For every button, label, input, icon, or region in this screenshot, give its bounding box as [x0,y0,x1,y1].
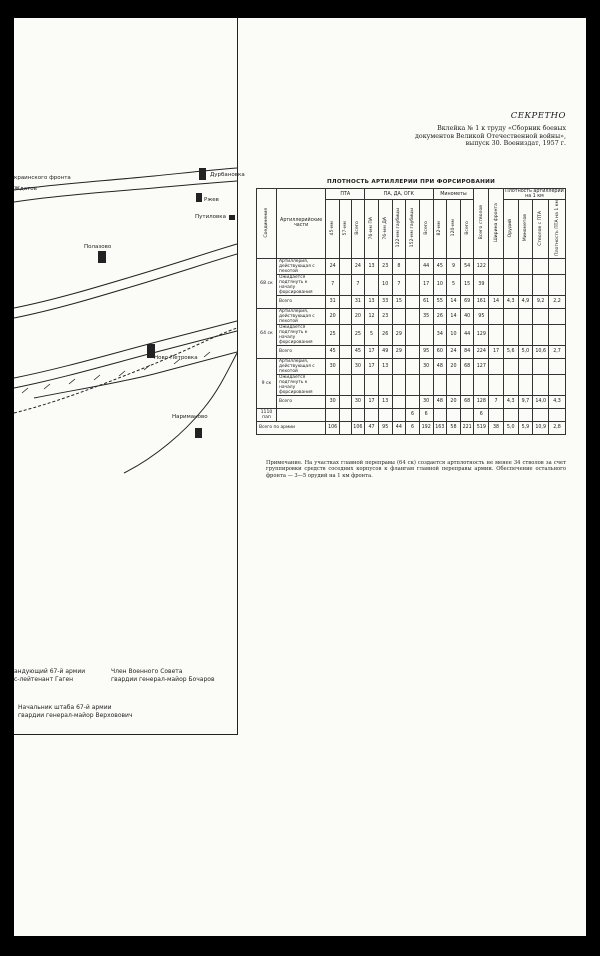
table-cell: 47 [365,421,379,434]
table-cell [549,324,566,345]
table-cell [533,308,549,324]
table-cell: 6 [474,408,489,421]
table-cell [365,408,379,421]
table-cell: 30 [326,395,340,408]
secret-stamp: СЕКРЕТНО [510,111,566,121]
table-cell [339,374,351,395]
table-cell [419,324,433,345]
header-formations: Соединения [257,189,277,259]
table-cell: 29 [392,345,406,358]
unit-cell: 1110 пап [257,408,277,421]
table-cell [549,374,566,395]
header-artillery: Артиллерийские части [276,189,325,259]
table-row [257,274,566,295]
table-cell: 161 [474,295,489,308]
table-cell [406,274,420,295]
table-cell: 6 [406,421,420,434]
table-cell: 33 [378,295,392,308]
row-label: Ожидается подтянуть к началу форсирования [276,324,325,345]
table-cell: 106 [351,421,365,434]
table-cell [351,374,365,395]
table-cell: 17 [365,345,379,358]
table-cell: 68 [460,358,474,374]
document-page [14,18,586,936]
table-cell [489,308,504,324]
table-cell: 224 [474,345,489,358]
insert-reference [374,125,566,148]
unit-cell: 9 ск [257,358,277,408]
table-cell [406,374,420,395]
table-cell [549,308,566,324]
table-cell: 39 [474,274,489,295]
table-cell [518,324,533,345]
table-cell: 44 [392,421,406,434]
table-cell [503,274,518,295]
table-cell: 24 [447,345,461,358]
subheader: 122-мм гаубицы [392,200,406,259]
table-cell [503,324,518,345]
table-cell: 5 [365,324,379,345]
subheader: 120-мм [447,200,461,259]
table-cell [339,308,351,324]
table-cell [406,324,420,345]
row-label [276,408,325,421]
table-cell: 95 [378,421,392,434]
table-cell: 6 [419,408,433,421]
subheader: 82-мм [433,200,447,259]
table-cell: 38 [489,421,504,434]
map-label-rzhev: Ржев [204,197,219,203]
unit-cell: 64 ск [257,308,277,358]
table-cell: 10,6 [533,345,549,358]
map-label-durbanovka: Дурбановка [210,172,245,178]
table-cell: 4,3 [503,295,518,308]
table-cell [339,421,351,434]
table-cell [392,308,406,324]
table-cell: 45 [326,345,340,358]
table-cell [533,408,549,421]
row-label: Артиллерия, действующая с пехотой [276,308,325,324]
table-cell: 84 [460,345,474,358]
table-cell [392,374,406,395]
row-label: Всего [276,345,325,358]
table-cell [339,358,351,374]
table-cell [489,324,504,345]
table-cell [406,308,420,324]
map-drawing [14,18,237,734]
table-cell: 95 [419,345,433,358]
table-cell: 58 [447,421,461,434]
table-row [257,408,566,421]
table-cell [489,358,504,374]
table-cell: 7 [326,274,340,295]
table-cell: 14 [489,295,504,308]
table-cell [503,374,518,395]
subheader: 76-мм ПА [365,200,379,259]
unit-cell: 68 ск [257,258,277,308]
table-cell: 9,7 [518,395,533,408]
table-cell: 9 [447,258,461,274]
table-cell [460,408,474,421]
subheader: Стволов с ПТА [533,200,549,259]
row-label: Артиллерия, действующая с пехотой [276,358,325,374]
table-cell: 20 [447,358,461,374]
table-cell: 12 [365,308,379,324]
table-cell [365,374,379,395]
table-cell: 10 [447,324,461,345]
table-cell [433,374,447,395]
table-cell: 519 [474,421,489,434]
row-label: Артиллерия, действующая с пехотой [276,258,325,274]
table-cell [489,408,504,421]
table-cell: 30 [419,395,433,408]
signature-chief-of-staff [18,704,133,719]
subheader: Минометов [518,200,533,259]
map-label-putilovka: Путиловка [195,214,226,220]
table-cell [406,358,420,374]
table-row [257,258,566,274]
table-cell: 20 [326,308,340,324]
table-cell [489,374,504,395]
subheader: Орудий [503,200,518,259]
signature-military-council [111,668,215,683]
table-cell: 48 [433,395,447,408]
table-cell: 29 [392,324,406,345]
table-cell [378,374,392,395]
table-cell [549,358,566,374]
table-cell: 10 [433,274,447,295]
table-cell: 9,2 [533,295,549,308]
table-cell: 6 [406,408,420,421]
table-cell [447,374,461,395]
table-cell: 17 [365,358,379,374]
table-row [257,295,566,308]
table-cell [406,345,420,358]
table-cell: 127 [474,358,489,374]
signature-line: Начальник штаба 67-й армии [18,704,112,711]
table-row [257,395,566,408]
table-cell: 2,7 [549,345,566,358]
signature-line: андующий 67-й армии [14,668,86,675]
row-label: Всего [276,295,325,308]
table-cell [433,408,447,421]
signature-line: гвардии генерал-майор Бочаров [111,675,215,683]
table-cell [447,408,461,421]
table-cell [392,395,406,408]
table-cell [339,324,351,345]
table-cell: 129 [474,324,489,345]
table-cell [419,374,433,395]
table-note: Примечание. На участках главной переправы (64 ск) создается артплотность не менее 34 стволов за счет группировки средств соседних корпусов к флангам главной переправы армии. Обеспечение остального фронта — 3—5 орудий на 1 км фронта. [266,460,566,479]
map-label-narimanovo: Нариманово [172,414,208,420]
subheader: Плотность ПТА на 1 км [549,200,566,259]
table-cell: 5 [447,274,461,295]
artillery-density-table [256,188,566,435]
table-cell [326,408,340,421]
table-cell [339,408,351,421]
table-cell: 15 [460,274,474,295]
subheader: 76-мм ДА [378,200,392,259]
table-cell [518,258,533,274]
table-cell [339,274,351,295]
table-cell [518,408,533,421]
table-row [257,421,566,434]
table-cell [518,374,533,395]
table-cell: 55 [433,295,447,308]
table-cell: 35 [419,308,433,324]
table-cell [326,374,340,395]
table-cell: 23 [378,258,392,274]
header-total-barrels: Всего стволов [474,189,489,259]
table-cell: 30 [419,358,433,374]
table-cell: 40 [460,308,474,324]
table-cell [533,358,549,374]
subheader: Всего [351,200,365,259]
table-cell [489,274,504,295]
table-cell: 26 [378,324,392,345]
table-cell: 54 [460,258,474,274]
table-cell: 8 [392,258,406,274]
signature-line: Член Военного Совета [111,668,183,675]
table-cell [503,308,518,324]
table-cell: 5,0 [518,345,533,358]
insert-line: документов Великой Отечественной войны», [415,132,566,140]
table-cell [489,258,504,274]
table-row [257,374,566,395]
table-cell: 34 [433,324,447,345]
table-cell [474,374,489,395]
header-density: Плотность артиллерии на 1 км [505,189,564,199]
table-cell: 45 [351,345,365,358]
table-cell [339,345,351,358]
subheader: Всего [460,200,474,259]
table-cell [518,308,533,324]
map-panel [14,18,245,735]
table-cell [392,408,406,421]
table-cell: 24 [326,258,340,274]
table-cell: 69 [460,295,474,308]
row-label: Всего [276,395,325,408]
table-cell: 14 [447,308,461,324]
table-cell: 13 [378,395,392,408]
table-cell: 5,0 [503,421,518,434]
table-cell: 30 [351,358,365,374]
table-cell [406,258,420,274]
table-cell: 13 [365,258,379,274]
table-cell [533,324,549,345]
table-cell: 20 [351,308,365,324]
table-cell: 45 [433,258,447,274]
table-row [257,324,566,345]
table-cell: 95 [474,308,489,324]
header-front-width: Ширина фронта [489,189,504,259]
insert-line: выпуск 30. Воениздат, 1957 г. [465,140,566,148]
subheader: Всего [419,200,433,259]
table-cell: 106 [326,421,340,434]
table-cell: 4,9 [518,295,533,308]
subheader: 45-мм [326,200,340,259]
table-cell: 60 [433,345,447,358]
table-cell [365,274,379,295]
table-cell: 24 [351,258,365,274]
table-cell: 30 [351,395,365,408]
table-cell [549,408,566,421]
table-cell: 13 [378,358,392,374]
table-cell: 7 [489,395,504,408]
header-pta: ПТА [326,189,365,200]
table-row [257,308,566,324]
table-cell [406,295,420,308]
table-title: ПЛОТНОСТЬ АРТИЛЛЕРИИ ПРИ ФОРСИРОВАНИИ [326,179,496,185]
table-cell [533,374,549,395]
table-cell: 10,9 [533,421,549,434]
table-cell: 20 [447,395,461,408]
table-cell: 44 [419,258,433,274]
table-cell: 13 [365,295,379,308]
table-cell [339,295,351,308]
table-cell: 2,2 [549,295,566,308]
table-row [257,358,566,374]
table-cell: 14 [447,295,461,308]
table-cell: 122 [474,258,489,274]
row-label: Ожидается подтянуть к началу форсирования [276,274,325,295]
table-cell [549,274,566,295]
table-cell: 17 [365,395,379,408]
table-cell: 14,0 [533,395,549,408]
table-cell: 10 [378,274,392,295]
table-cell [351,408,365,421]
row-label: Всего по армии [257,421,326,434]
table-cell [518,358,533,374]
table-cell: 61 [419,295,433,308]
map-label-zhdanov: Ждатов [14,186,37,192]
table-cell: 7 [392,274,406,295]
map-label-novo-petrovka: Ново-Петровка [154,355,198,361]
table-cell [339,258,351,274]
table-row [257,345,566,358]
table-cell: 17 [489,345,504,358]
table-cell: 68 [460,395,474,408]
header-pa: ПА, ДА, ОГК [365,189,433,200]
row-label: Ожидается подтянуть к началу форсирования [276,374,325,395]
table-cell [460,374,474,395]
table-cell: 31 [326,295,340,308]
table-cell: 25 [326,324,340,345]
table-cell [503,358,518,374]
map-label-front: краинского фронта [14,175,71,181]
table-cell: 5,9 [518,421,533,434]
table-cell: 221 [460,421,474,434]
subheader: 152-мм гаубицы [406,200,420,259]
table-cell [518,274,533,295]
table-cell: 192 [419,421,433,434]
signature-line: гвардии генерал-майор Верховович [18,711,133,719]
table-cell: 4,3 [549,395,566,408]
insert-line: Вклейка № 1 к труду «Сборник боевых [437,125,566,132]
table-cell: 4,3 [503,395,518,408]
table-cell [533,274,549,295]
table-cell [339,395,351,408]
table-cell: 163 [433,421,447,434]
table-cell: 15 [392,295,406,308]
table-cell [503,258,518,274]
table-cell: 44 [460,324,474,345]
table-cell: 31 [351,295,365,308]
table-cell [392,358,406,374]
map-label-polazovo: Полазово [84,244,112,250]
table-cell: 48 [433,358,447,374]
subheader: 57-мм [339,200,351,259]
table-cell: 30 [326,358,340,374]
table-cell: 5,6 [503,345,518,358]
table-cell [378,408,392,421]
table-cell: 25 [351,324,365,345]
signature-commander [14,668,85,683]
signature-line: с-лейтенант Гаген [14,675,74,683]
table-cell: 2,8 [549,421,566,434]
table-cell: 49 [378,345,392,358]
table-cell [406,395,420,408]
table-cell: 26 [433,308,447,324]
table-cell: 128 [474,395,489,408]
table-cell: 7 [351,274,365,295]
header-mortars: Минометы [433,189,474,200]
table-cell: 23 [378,308,392,324]
table-cell [549,258,566,274]
table-cell [503,408,518,421]
table-cell: 17 [419,274,433,295]
table-cell [533,258,549,274]
